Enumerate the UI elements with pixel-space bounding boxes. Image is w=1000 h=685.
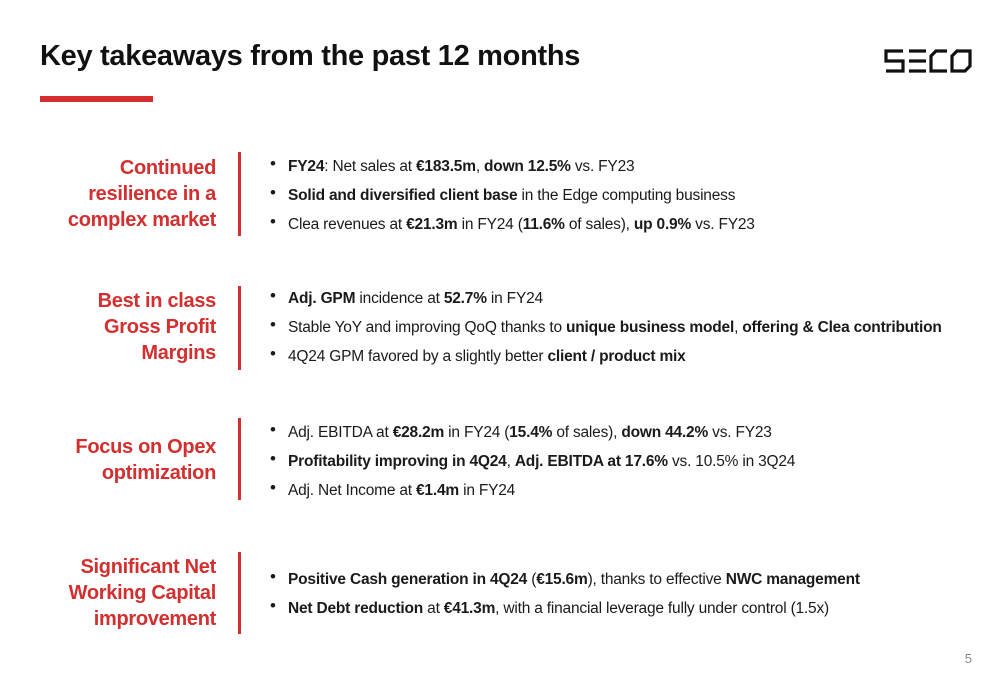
label-line: Continued — [119, 157, 216, 179]
text: Stable YoY and improving QoQ thanks to — [288, 319, 566, 336]
bold-text: Profitability improving in 4Q24 — [288, 453, 507, 470]
text: ), thanks to effective — [587, 571, 726, 588]
text: vs. FY23 — [708, 424, 772, 441]
bullet-item — [268, 181, 755, 210]
section-divider — [238, 418, 241, 500]
text: in FY24 ( — [444, 424, 510, 441]
text: : Net sales at — [324, 158, 417, 175]
text: Adj. EBITDA at — [288, 424, 393, 441]
section-divider — [238, 152, 241, 236]
seco-logo — [884, 49, 972, 73]
text: in FY24 — [458, 482, 516, 499]
text: vs. FY23 — [570, 158, 635, 175]
bullet-item — [268, 152, 755, 181]
bold-text: €21.3m — [406, 216, 458, 233]
text: of sales), — [564, 216, 634, 233]
bullet-item — [268, 418, 795, 447]
text: in FY24 — [486, 290, 543, 307]
bold-text: Net Debt reduction — [288, 600, 424, 617]
bold-text: €41.3m — [443, 600, 496, 617]
text: vs. 10.5% in 3Q24 — [667, 453, 796, 470]
bullet-item — [268, 210, 755, 239]
bullet-item — [268, 594, 860, 623]
label-line: Working Capital — [68, 582, 216, 604]
bold-text: €1.4m — [416, 482, 459, 499]
bold-text: 11.6% — [522, 216, 565, 233]
text: ( — [527, 571, 537, 588]
page-number: 5 — [964, 651, 972, 666]
text: incidence at — [355, 290, 444, 307]
bold-text: up 0.9% — [633, 216, 692, 233]
label-line: optimization — [101, 462, 216, 484]
bold-text: Adj. GPM — [288, 290, 356, 307]
text: of sales), — [552, 424, 622, 441]
section-label — [26, 288, 216, 366]
bullet-item — [268, 476, 795, 505]
bold-text: €183.5m — [416, 158, 476, 175]
title-underline — [40, 96, 153, 102]
section-label — [26, 434, 216, 486]
bullet-item — [268, 342, 942, 371]
bold-text: client / product mix — [547, 348, 686, 365]
section-divider — [238, 552, 241, 634]
bold-text: offering & Clea contribution — [742, 319, 942, 336]
text: in FY24 ( — [457, 216, 523, 233]
bold-text: down 12.5% — [484, 158, 571, 175]
bold-text: €15.6m — [536, 571, 588, 588]
label-line: Margins — [141, 342, 216, 364]
bold-text: unique business model — [566, 319, 735, 336]
bullet-item — [268, 565, 860, 594]
text: at — [423, 600, 444, 617]
bold-text: Solid and diversified client base — [288, 187, 518, 204]
bold-text: 15.4% — [509, 424, 553, 441]
text: vs. FY23 — [691, 216, 755, 233]
bullet-list — [268, 565, 860, 623]
label-line: complex market — [67, 209, 216, 231]
bold-text: Adj. EBITDA at 17.6% — [514, 453, 668, 470]
text: Adj. Net Income at — [288, 482, 417, 499]
bullet-list — [268, 418, 795, 505]
label-line: Significant Net — [80, 556, 216, 578]
text: Clea revenues at — [288, 216, 407, 233]
text: , — [475, 158, 485, 175]
label-line: improvement — [93, 608, 216, 630]
seco-logo-icon — [884, 49, 972, 73]
bullet-list — [268, 152, 755, 239]
text: , — [506, 453, 515, 470]
bold-text: down 44.2% — [621, 424, 709, 441]
bullet-item — [268, 313, 942, 342]
label-line: resilience in a — [88, 183, 216, 205]
bold-text: FY24 — [288, 158, 325, 175]
bold-text: Positive Cash generation in 4Q24 — [288, 571, 528, 588]
text: , with a financial leverage fully under control (1.5x) — [495, 600, 829, 617]
section-label — [26, 554, 216, 632]
text: 4Q24 GPM favored by a slightly better — [288, 348, 548, 365]
bold-text: €28.2m — [392, 424, 445, 441]
text: , — [734, 319, 743, 336]
bold-text: NWC management — [725, 571, 860, 588]
bullet-item — [268, 284, 942, 313]
label-line: Best in class — [97, 290, 216, 312]
section-label — [26, 155, 216, 233]
section-divider — [238, 286, 241, 370]
bullet-list — [268, 284, 942, 371]
page-title: Key takeaways from the past 12 months — [40, 40, 581, 72]
label-line: Gross Profit — [104, 316, 216, 338]
bold-text: 52.7% — [443, 290, 487, 307]
bullet-item — [268, 447, 795, 476]
label-line: Focus on Opex — [75, 436, 216, 458]
text: in the Edge computing business — [517, 187, 736, 204]
